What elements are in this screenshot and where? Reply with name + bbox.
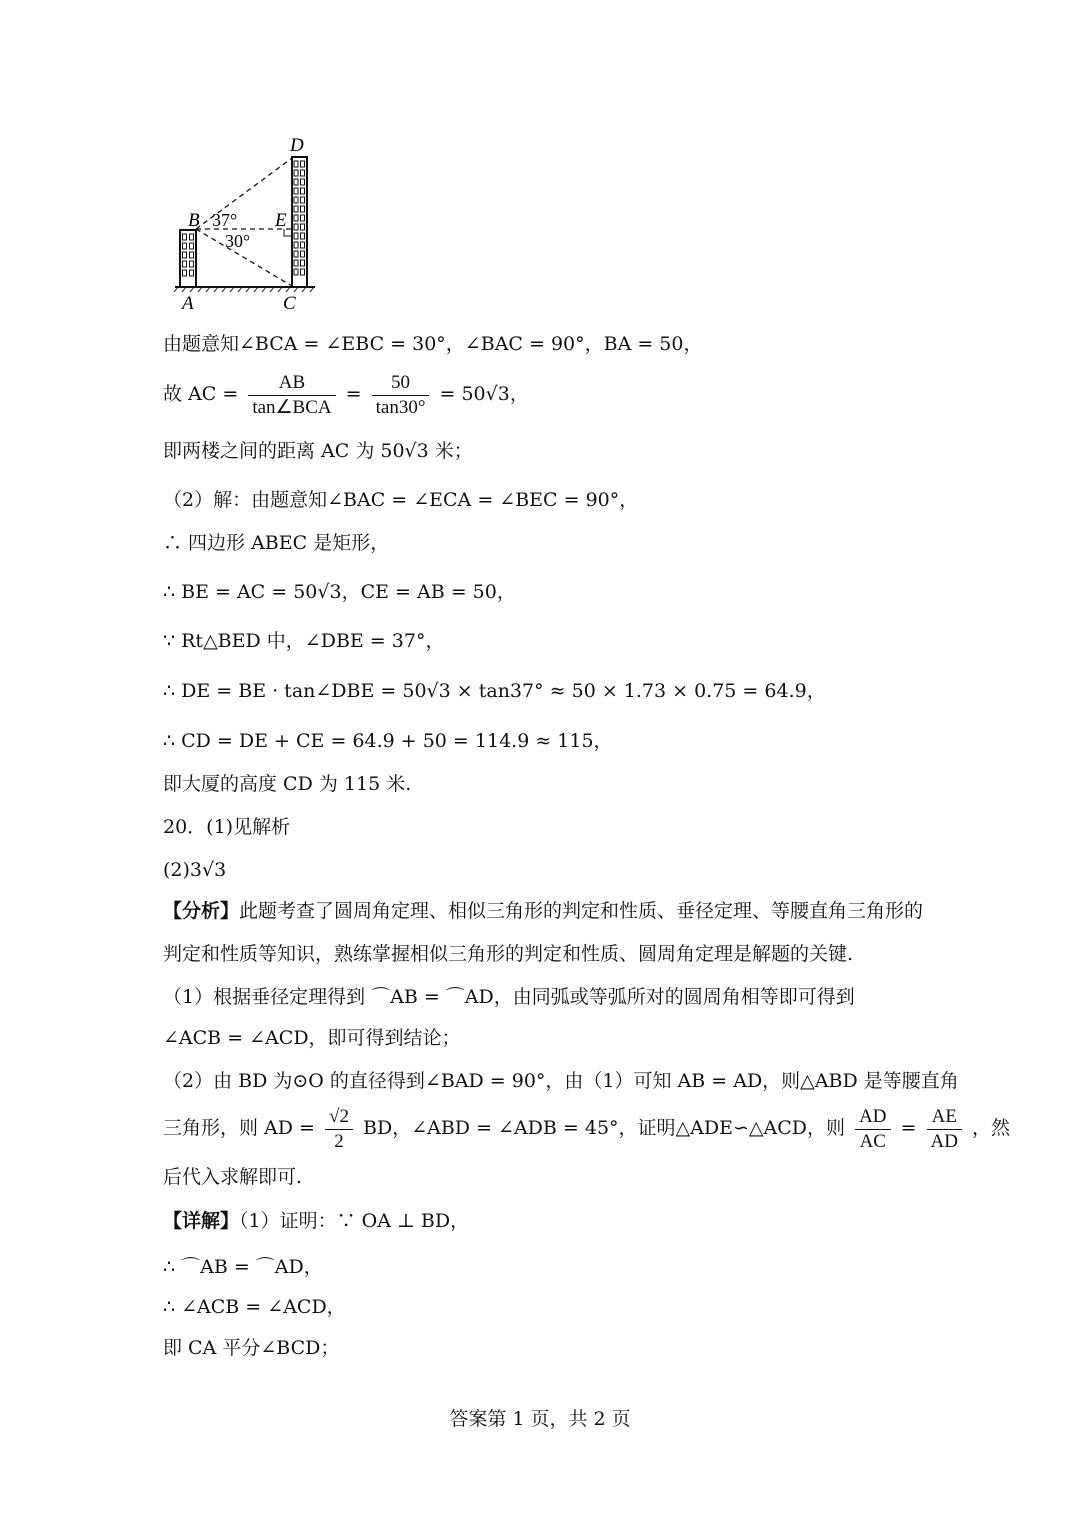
label-e: E <box>275 210 287 231</box>
text-line-17: （2）由 BD 为⊙O 的直径得到∠BAD = 90°，由（1）可知 AB = AD，则△ABD 是等腰直角 <box>163 1070 959 1092</box>
text-line-23: 即 CA 平分∠BCD； <box>163 1337 340 1359</box>
text-line-12: (2)3√3 <box>163 859 227 881</box>
text-line-16: ∠ACB = ∠ACD，即可得到结论； <box>163 1027 461 1049</box>
text-line-15: （1）根据垂径定理得到 ⌒AB = ⌒AD，由同弧或等弧所对的圆周角相等即可得到 <box>163 986 855 1008</box>
fraction-ad-ac <box>855 1105 890 1154</box>
detail-tag: 【详解】 <box>163 1210 240 1232</box>
text-line-1: 由题意知∠BCA = ∠EBC = 30°，∠BAC = 90°，BA = 50， <box>163 333 703 355</box>
text-line-8: ∴ DE = BE · tan∠DBE = 50√3 × tan37° ≈ 50 × 1.73 × 0.75 = 64.9， <box>163 680 826 702</box>
text-line-10: 即大厦的高度 CD 为 115 米. <box>163 773 412 795</box>
ac-result: = 50√3， <box>439 383 529 405</box>
detail-text: （1）证明：∵ OA ⊥ BD， <box>239 1210 470 1232</box>
fraction-50-tan30 <box>372 371 430 420</box>
text-line-20 <box>163 1208 469 1234</box>
text-line-19: 后代入求解即可. <box>163 1166 303 1188</box>
fraction-ab-tan <box>248 371 335 420</box>
page-footer: 答案第 1 页，共 2 页 <box>449 1408 631 1430</box>
equals-sign: = <box>345 383 362 405</box>
text-line-9: ∴ CD = DE + CE = 64.9 + 50 = 114.9 ≈ 115， <box>163 730 613 752</box>
text-line-3: 即两楼之间的距离 AC 为 50√3 米； <box>163 440 473 462</box>
text-line-22: ∴ ∠ACB = ∠ACD， <box>163 1296 346 1318</box>
line-tail: ，然 <box>972 1117 1011 1139</box>
text-line-11: 20．(1)见解析 <box>163 816 291 838</box>
angle-30: 30° <box>225 231 251 251</box>
frac-numerator: 50 <box>372 371 430 396</box>
text-line-6: ∴ BE = AC = 50√3，CE = AB = 50， <box>163 581 516 603</box>
frac-denominator: AD <box>930 1130 958 1152</box>
text-line-2 <box>163 370 529 420</box>
frac-numerator: √2 <box>325 1105 353 1130</box>
angle-37: 37° <box>212 210 238 230</box>
frac-numerator: AD <box>855 1105 890 1130</box>
text-line-5: ∴ 四边形 ABEC 是矩形， <box>163 532 390 554</box>
text-line-4: （2）解：由题意知∠BAC = ∠ECA = ∠BEC = 90°， <box>163 489 639 511</box>
analysis-text: 此题考查了圆周角定理、相似三角形的判定和性质、垂径定理、等腰直角三角形的 <box>239 900 924 922</box>
analysis-tag: 【分析】 <box>163 900 240 922</box>
text-line-13 <box>163 898 923 924</box>
label-b: B <box>188 210 200 231</box>
ac-prefix: 故 AC = <box>163 383 239 405</box>
fraction-sqrt2-2 <box>325 1105 353 1154</box>
text-line-7: ∵ Rt△BED 中，∠DBE = 37°， <box>163 630 445 652</box>
frac-denominator: AC <box>859 1130 886 1152</box>
frac-numerator: AE <box>927 1105 962 1130</box>
ad-prefix: 三角形，则 AD = <box>163 1117 315 1139</box>
text-line-18 <box>163 1104 1010 1154</box>
label-a: A <box>182 293 194 314</box>
similar-proof-text: BD，∠ABD = ∠ADB = 45°，证明△ADE∽△ACD，则 <box>363 1117 846 1139</box>
equals-sign: = <box>900 1117 917 1139</box>
text-line-14: 判定和性质等知识，熟练掌握相似三角形的判定和性质、圆周角定理是解题的关键. <box>163 943 854 965</box>
fraction-ae-ad <box>927 1105 962 1154</box>
text-line-21: ∴ ⌒AB = ⌒AD， <box>163 1256 323 1278</box>
frac-numerator: AB <box>248 371 335 396</box>
frac-denominator: tan30° <box>375 396 426 418</box>
label-c: C <box>283 293 296 314</box>
frac-denominator: 2 <box>334 1130 344 1152</box>
frac-denominator: tan∠BCA <box>252 396 332 418</box>
label-d: D <box>290 135 304 156</box>
building-figure <box>170 130 330 315</box>
